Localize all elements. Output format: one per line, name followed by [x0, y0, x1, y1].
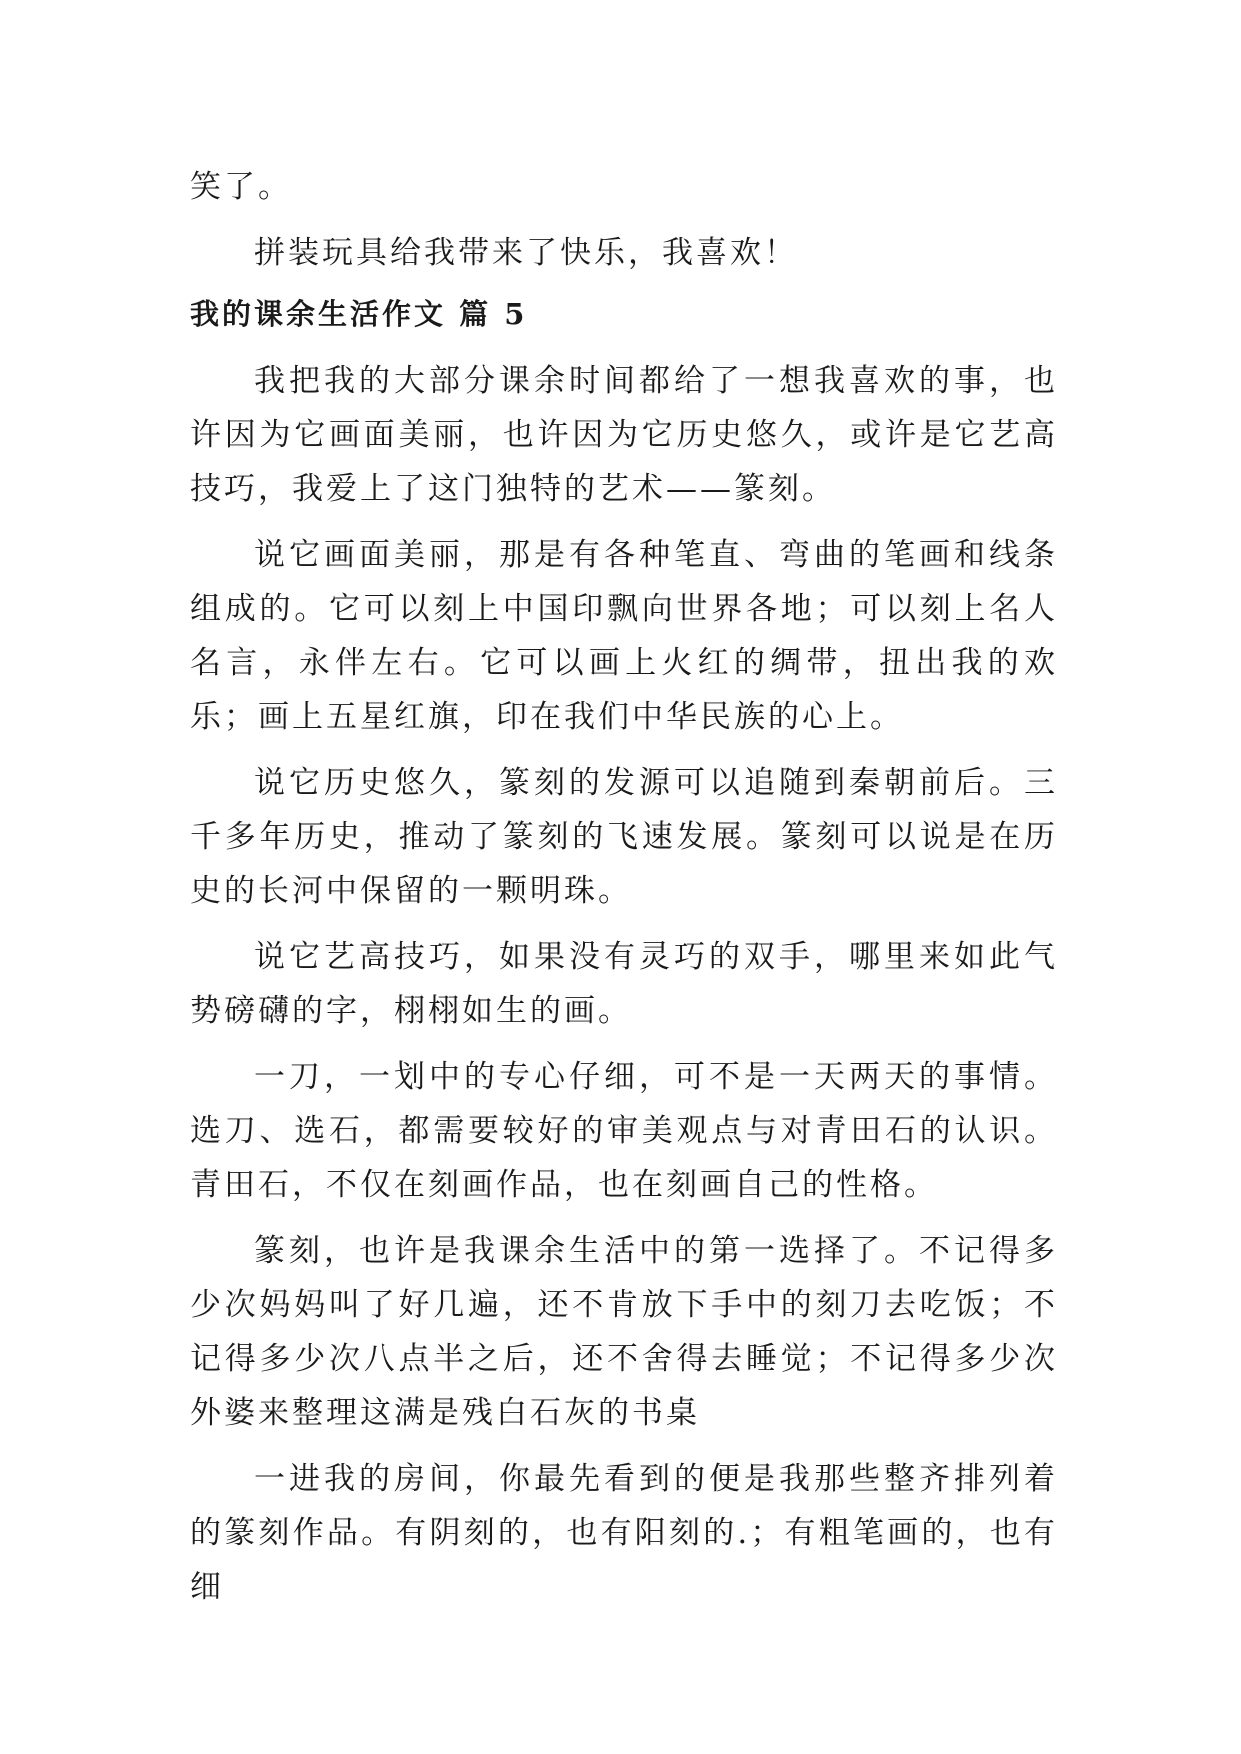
section-heading: 我的课余生活作文 篇 5 — [190, 297, 528, 331]
paragraph-6: 篆刻，也许是我课余生活中的第一选择了。不记得多少次妈妈叫了好几遍，还不肯放下手中的刻刀去吃饭；不记得多少次八点半之后，还不舍得去睡觉；不记得多少次外婆来整理这满是残白石灰的书桌 — [190, 1233, 1058, 1431]
top-fragment: 笑了。 — [190, 169, 292, 205]
paragraph-1: 我把我的大部分课余时间都给了一想我喜欢的事，也许因为它画面美丽，也许因为它历史悠久，或许是它艺高技巧，我爱上了这门独特的艺术——篆刻。 — [190, 363, 1058, 507]
paragraph-7: 一进我的房间，你最先看到的便是我那些整齐排列着的篆刻作品。有阴刻的，也有阳刻的.；有粗笔画的，也有细 — [190, 1461, 1058, 1605]
paragraph-4: 说它艺高技巧，如果没有灵巧的双手，哪里来如此气势磅礴的字，栩栩如生的画。 — [190, 939, 1058, 1029]
document-body — [190, 160, 1058, 1626]
paragraph-2: 说它画面美丽，那是有各种笔直、弯曲的笔画和线条组成的。它可以刻上中国印飘向世界各地；可以刻上名人名言，永伴左右。它可以画上火红的绸带，扭出我的欢乐；画上五星红旗，印在我们中华民族的心上。 — [190, 537, 1058, 735]
paragraph-5: 一刀，一划中的专心仔细，可不是一天两天的事情。选刀、选石，都需要较好的审美观点与对青田石的认识。青田石，不仅在刻画作品，也在刻画自己的性格。 — [190, 1059, 1058, 1203]
paragraph-3: 说它历史悠久，篆刻的发源可以追随到秦朝前后。三千多年历史，推动了篆刻的飞速发展。篆刻可以说是在历史的长河中保留的一颗明珠。 — [190, 765, 1058, 909]
closing-line: 拼装玩具给我带来了快乐，我喜欢！ — [254, 235, 798, 271]
